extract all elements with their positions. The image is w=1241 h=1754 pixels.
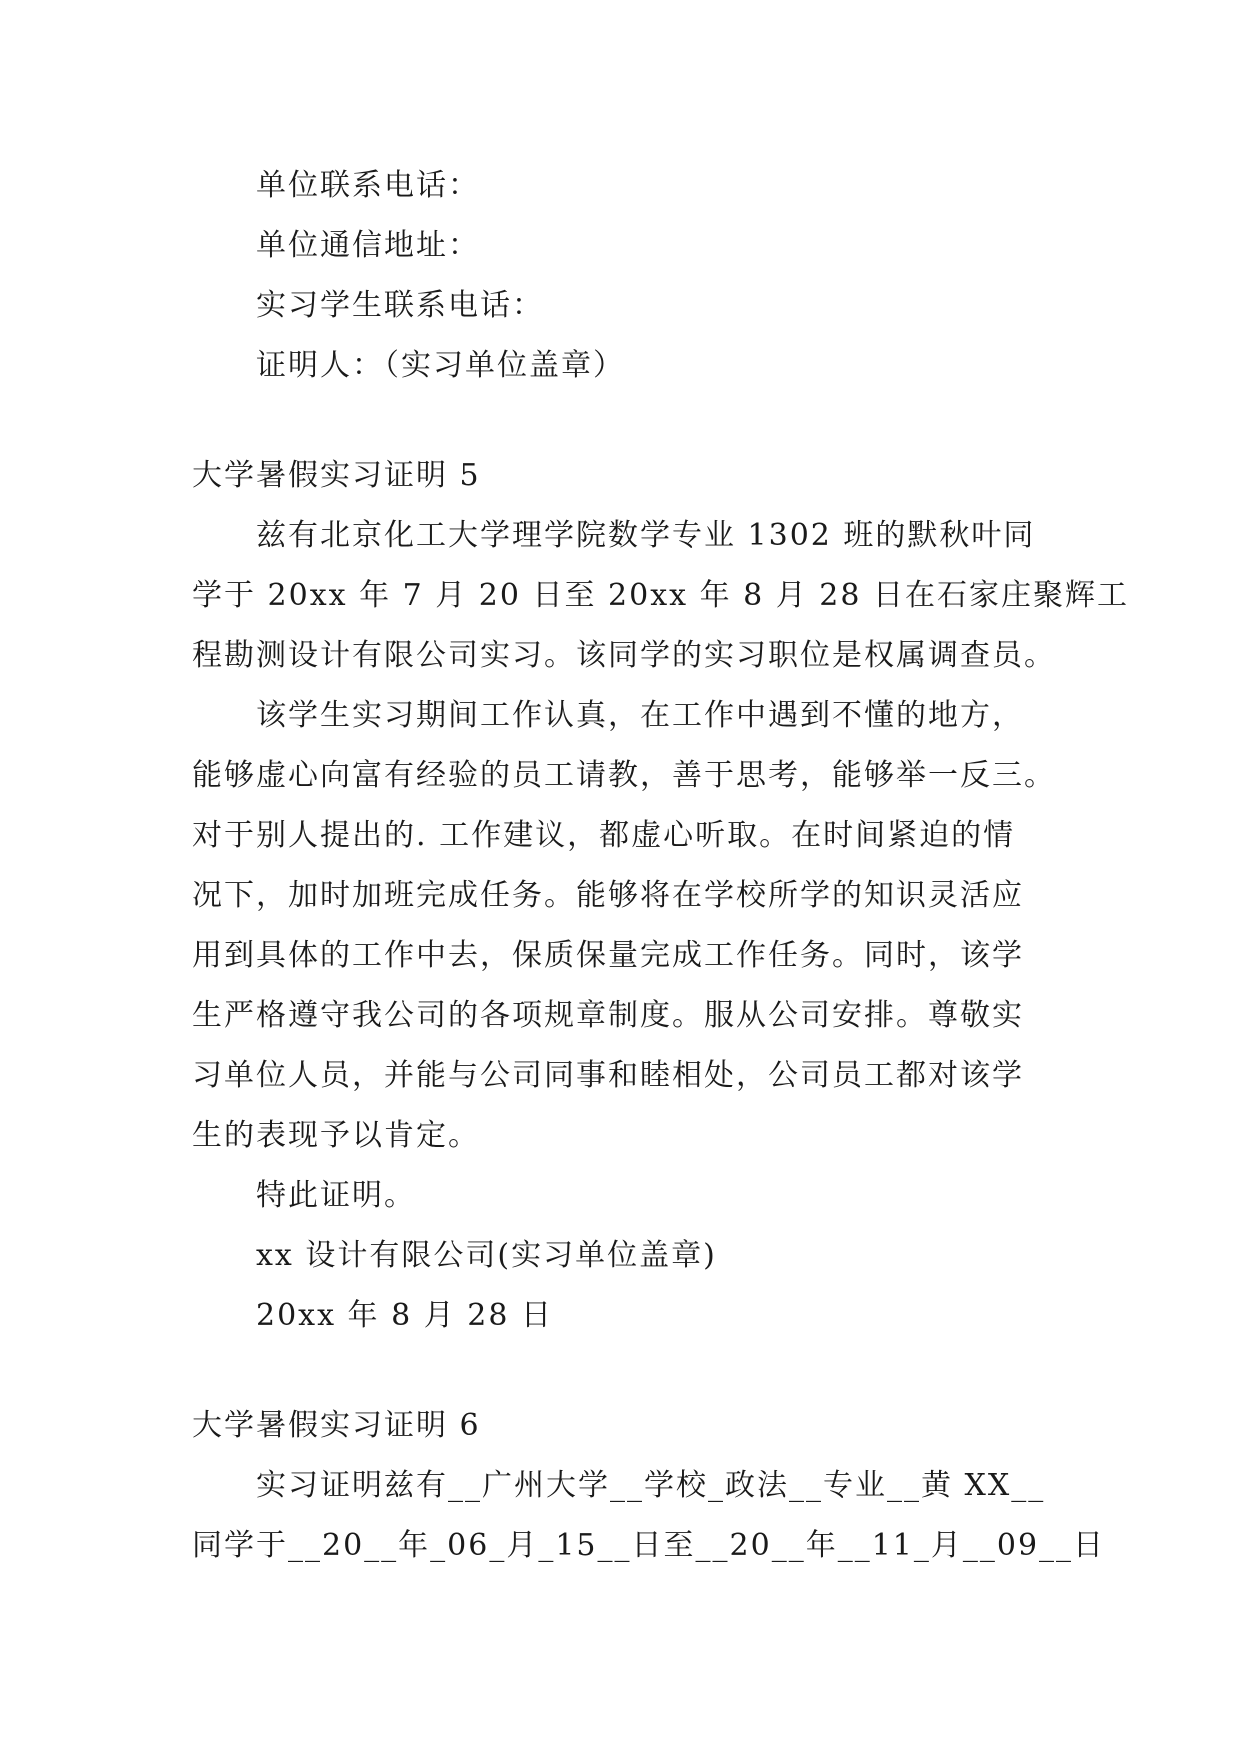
section5-company: xx 设计有限公司(实习单位盖章) — [256, 1238, 717, 1273]
section5-para1-line2: 学于 20xx 年 7 月 20 日至 20xx 年 8 月 28 日在石家庄聚辉工 — [192, 578, 1129, 613]
section5-title: 大学暑假实习证明 5 — [192, 458, 481, 493]
section5-para2-line7: 习单位人员，并能与公司同事和睦相处，公司员工都对该学 — [192, 1058, 1024, 1093]
section5-para1-line3: 程勘测设计有限公司实习。该同学的实习职位是权属调查员。 — [192, 638, 1056, 673]
certifier-line: 证明人：（实习单位盖章） — [256, 348, 625, 383]
section5-para2-line8: 生的表现予以肯定。 — [192, 1118, 480, 1153]
section5-closing: 特此证明。 — [256, 1178, 416, 1213]
section5-para2-line5: 用到具体的工作中去，保质保量完成工作任务。同时，该学 — [192, 938, 1024, 973]
section6-title: 大学暑假实习证明 6 — [192, 1408, 481, 1443]
section5-para2-line3: 对于别人提出的. 工作建议，都虚心听取。在时间紧迫的情 — [192, 818, 1016, 853]
section5-para2-line1: 该学生实习期间工作认真，在工作中遇到不懂的地方， — [256, 698, 1024, 733]
section6-para1-line1: 实习证明兹有__广州大学__学校_政法__专业__黄 XX__ — [256, 1468, 1046, 1503]
unit-phone-line: 单位联系电话： — [256, 168, 480, 203]
student-phone-line: 实习学生联系电话： — [256, 288, 544, 323]
unit-address-line: 单位通信地址： — [256, 228, 480, 263]
section5-para2-line2: 能够虚心向富有经验的员工请教，善于思考，能够举一反三。 — [192, 758, 1056, 793]
section6-para1-line2: 同学于__20__年_06_月_15__日至__20__年__11_月__09__日 — [192, 1528, 1106, 1563]
section5-para2-line6: 生严格遵守我公司的各项规章制度。服从公司安排。尊敬实 — [192, 998, 1024, 1033]
section5-para1-line1: 兹有北京化工大学理学院数学专业 1302 班的默秋叶同 — [256, 518, 1036, 553]
section5-para2-line4: 况下，加时加班完成任务。能够将在学校所学的知识灵活应 — [192, 878, 1024, 913]
section5-date: 20xx 年 8 月 28 日 — [256, 1298, 553, 1333]
